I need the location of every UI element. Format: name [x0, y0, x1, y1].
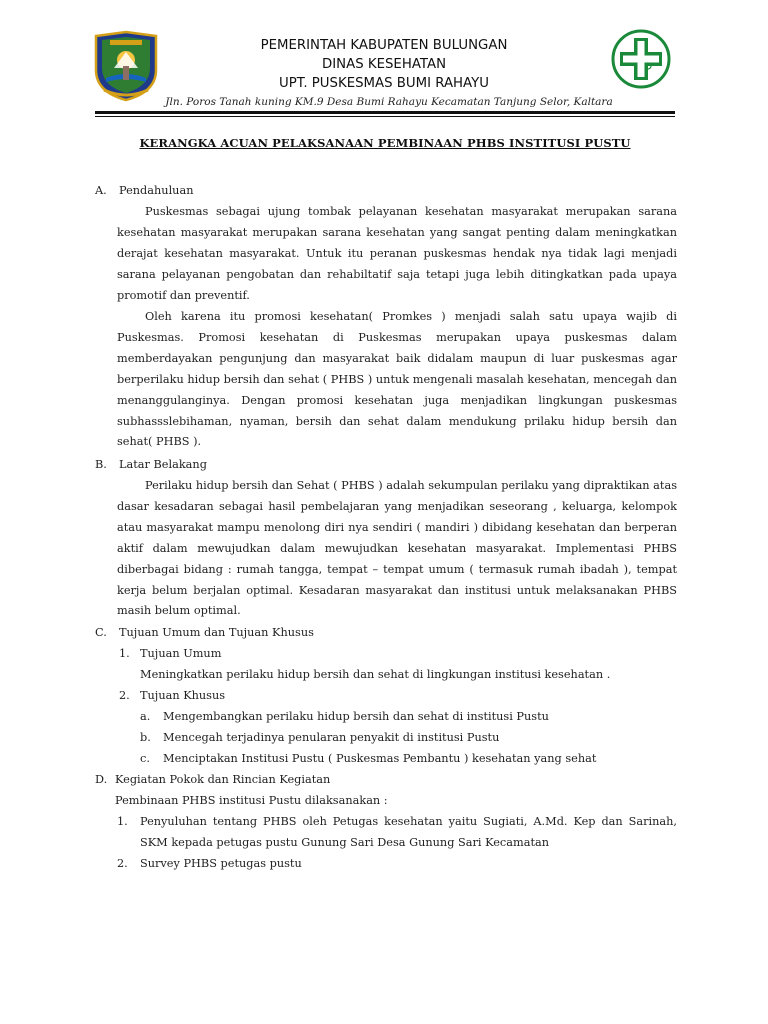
section-b-paragraph-1: Perilaku hidup bersih dan Sehat ( PHBS ) adalah sekumpulan perilaku yang dipraktikan atas dasar kesadaran sebagai hasil pembelajaran yang menjadikan seseorang , keluarga, kelompok atau masyarakat mampu menolong diri nya sendiri ( mandiri ) dibidang kesehatan dan berperan aktif dalam mewujudkan dalam mewujudkan kesehatan masyarakat. Implementasi PHBS diberbagai bidang : rumah tangga, tempat – tempat umum ( termasuk rumah ibadah ), tempat kerja belum berjalan optimal. Kesadaran masyarakat dan institusi untuk melaksanakan PHBS masih belum optimal. [117, 479, 677, 618]
section-b-marker: B. [95, 458, 107, 471]
section-c-sub-a-marker: a. [140, 710, 151, 723]
document-title: KERANGKA ACUAN PELAKSANAAN PEMBINAAN PHBS INSTITUSI PUSTU [139, 136, 631, 150]
letterhead [160, 36, 608, 93]
section-c-item-2-marker: 2. [119, 689, 130, 702]
section-d-item-1-text: Penyuluhan tentang PHBS oleh Petugas kesehatan yaitu Sugiati, A.Md. Kep dan Sarinah, SKM kepada petugas pustu Gunung Sari Desa Gunung Sari Kecamatan [140, 815, 677, 849]
section-b-heading: Latar Belakang [119, 458, 207, 471]
letterhead-department: DINAS KESEHATAN [321, 57, 447, 72]
kabupaten-emblem-icon [92, 30, 160, 102]
section-d-item-1-marker: 1. [117, 815, 128, 828]
section-c-heading: Tujuan Umum dan Tujuan Khusus [119, 626, 314, 639]
section-a-paragraph-1: Puskesmas sebagai ujung tombak pelayanan kesehatan masyarakat merupakan sarana kesehatan masyarakat merupakan sarana kesehatan yang sangat penting dalam meningkatkan derajat kesehatan masyarakat. Untuk itu peranan puskesmas hendak nya tidak lagi menjadi sarana pelayanan pengobatan dan rehabiltatif saja tetapi juga lebih ditingkatkan pada upaya promotif dan preventif. [117, 205, 677, 302]
section-a-paragraph-2: Oleh karena itu promosi kesehatan( Promkes ) menjadi salah satu upaya wajib di Puskesmas. Promosi kesehatan di Puskesmas merupakan upaya puskesmas dalam memberdayakan pengunjung dan masyarakat baik didalam maupun di luar puskesmas agar berperilaku hidup bersih dan sehat ( PHBS ) untuk mengenali masalah kesehatan, mencegah dan menanggulanginya. Dengan promosi kesehatan juga menjadikan lingkungan puskesmas subhassslebihaman, nyaman, bersih dan sehat dalam mendukung prilaku hidup bersih dan sehat( PHBS ). [117, 310, 677, 449]
section-c-sub-b-marker: b. [140, 731, 151, 744]
letterhead-government: PEMERINTAH KABUPATEN BULUNGAN [260, 38, 508, 53]
letterhead-address: Jln. Poros Tanah kuning KM.9 Desa Bumi Rahayu Kecamatan Tanjung Selor, Kaltara [165, 96, 613, 108]
section-c-item-1-heading: Tujuan Umum [140, 647, 222, 660]
letterhead-divider-thick [95, 111, 675, 114]
section-c-sub-c-marker: c. [140, 752, 150, 765]
puskesmas-cross-icon [610, 28, 672, 90]
letterhead-unit: UPT. PUSKESMAS BUMI RAHAYU [279, 76, 489, 91]
section-d-heading: Kegiatan Pokok dan Rincian Kegiatan [115, 773, 331, 786]
section-c-item-1-text: Meningkatkan perilaku hidup bersih dan sehat di lingkungan institusi kesehatan . [140, 668, 611, 681]
section-a-heading: Pendahuluan [119, 184, 194, 197]
section-a-marker: A. [95, 184, 107, 197]
section-d-item-2-marker: 2. [117, 857, 128, 870]
section-c-sub-b-text: Mencegah terjadinya penularan penyakit di institusi Pustu [163, 731, 500, 744]
section-d-intro: Pembinaan PHBS institusi Pustu dilaksanakan : [115, 794, 388, 807]
section-c-item-1-marker: 1. [119, 647, 130, 660]
section-d-item-2-text: Survey PHBS petugas pustu [140, 857, 302, 870]
section-c-item-2-heading: Tujuan Khusus [140, 689, 226, 702]
letterhead-divider-thin [95, 116, 675, 117]
section-c-marker: C. [95, 626, 107, 639]
section-c-sub-c-text: Menciptakan Institusi Pustu ( Puskesmas Pembantu ) kesehatan yang sehat [163, 752, 597, 765]
section-d-marker: D. [95, 773, 108, 786]
section-c-sub-a-text: Mengembangkan perilaku hidup bersih dan sehat di institusi Pustu [163, 710, 549, 723]
